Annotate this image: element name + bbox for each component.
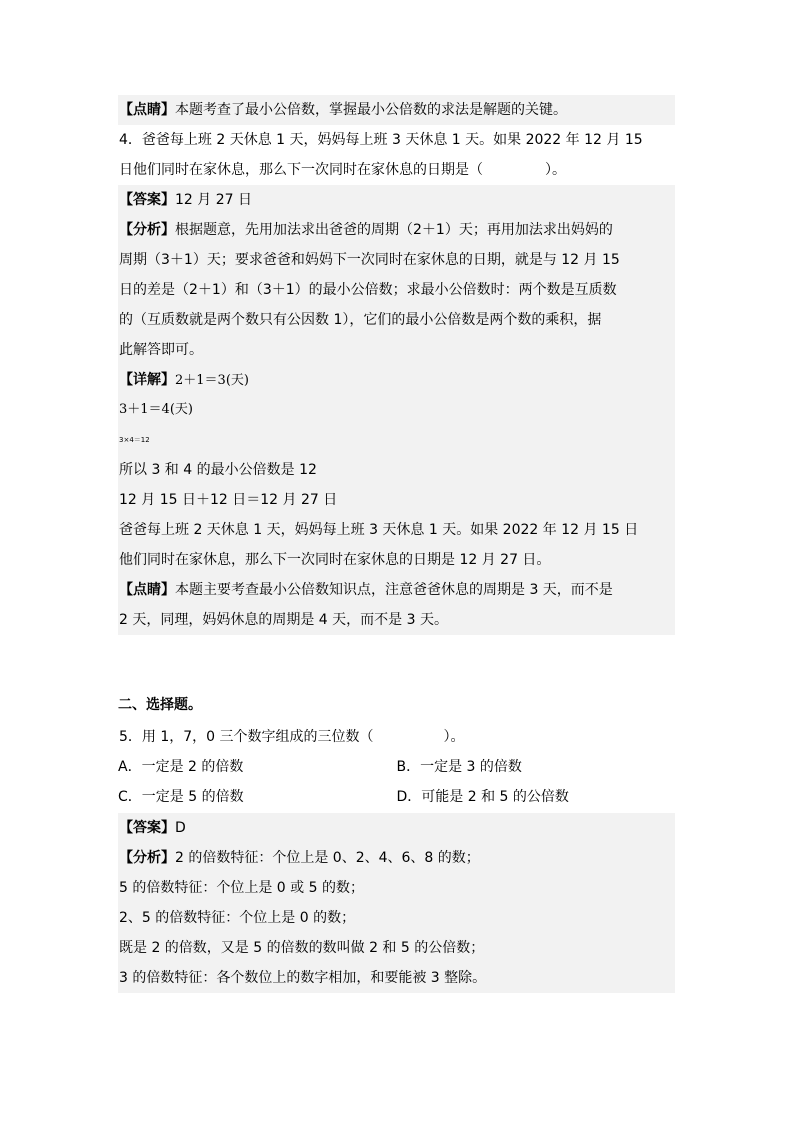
detail-line-5: 12 月 15 日＋12 日＝12 月 27 日 (119, 492, 338, 508)
equation-3: 3×4＝12 (119, 436, 150, 444)
analysis5-line-2: 5 的倍数特征：个位上是 0 或 5 的数； (119, 880, 364, 896)
analysis5-line-5: 3 的倍数特征：各个数位上的数字相加，和要能被 3 整除。 (119, 970, 487, 986)
options-row-2 (118, 782, 675, 812)
analysis-line-2: 周期（3＋1）天；要求爸爸和妈妈下一次同时在家休息的日期，就是与 12 月 15 (119, 252, 620, 268)
answer-text-5: D (175, 820, 186, 836)
tip-text: 本题考查了最小公倍数，掌握最小公倍数的求法是解题的关键。 (175, 102, 567, 118)
analysis-line-5: 此解答即可。 (119, 342, 203, 358)
detail-line-1 (118, 365, 675, 395)
question-4-stem: 日他们同时在家休息，那么下一次同时在家休息的日期是（ (119, 162, 483, 178)
question-4-stem-end: ）。 (545, 162, 566, 178)
answer-tag: 【答案】 (119, 192, 175, 208)
answer-line-5 (118, 813, 675, 843)
tip-tag: 【点睛】 (119, 102, 175, 118)
analysis-tag-5: 【分析】 (119, 850, 175, 866)
answer-tag-5: 【答案】 (119, 820, 175, 836)
analysis-text: 根据题意，先用加法求出爸爸的周期（2＋1）天；再用加法求出妈妈的 (175, 222, 613, 238)
analysis-line-1 (118, 215, 675, 245)
question-4-solution-block (118, 95, 675, 635)
tip-text-2: 本题主要考查最小公倍数知识点，注意爸爸休息的周期是 3 天，而不是 (175, 582, 613, 598)
detail-line-4: 所以 3 和 4 的最小公倍数是 12 (119, 462, 317, 478)
analysis5-text: 2 的倍数特征：个位上是 0、2、4、6、8 的数； (175, 850, 480, 866)
question-5 (118, 722, 675, 812)
question-4-line-1: 4．爸爸每上班 2 天休息 1 天，妈妈每上班 3 天休息 1 天。如果 2022 年 12 月 15 (118, 125, 675, 155)
question-5-text-end: ）。 (443, 729, 465, 745)
equation-2: 3＋1＝4(天) (119, 402, 193, 417)
analysis-line-4: 的（互质数就是两个数只有公因数 1），它们的最小公倍数是两个数的乘积，据 (119, 312, 602, 328)
analysis5-line-3: 2、5 的倍数特征：个位上是 0 的数； (119, 910, 356, 926)
question-4-line-2 (118, 155, 675, 185)
question-5-solution-block (118, 813, 675, 993)
question-5-text: 5．用 1，7，0 三个数字组成的三位数（ (119, 729, 374, 745)
detail-line-7: 他们同时在家休息，那么下一次同时在家休息的日期是 12 月 27 日。 (119, 552, 551, 568)
option-d[interactable]: D．可能是 2 和 5 的公倍数 (396, 789, 569, 805)
section-heading: 二、选择题。 (118, 697, 202, 713)
tip-line-2: 2 天，同理，妈妈休息的周期是 4 天，而不是 3 天。 (119, 612, 448, 628)
detail-tag: 【详解】 (119, 372, 175, 388)
analysis5-line-4: 既是 2 的倍数，又是 5 的倍数的数叫做 2 和 5 的公倍数； (119, 940, 485, 956)
tip-previous (118, 95, 675, 125)
option-c[interactable]: C．一定是 5 的倍数 (118, 789, 244, 805)
option-a[interactable]: A．一定是 2 的倍数 (118, 759, 244, 775)
option-b[interactable]: B．一定是 3 的倍数 (396, 759, 522, 775)
analysis5-line-1 (118, 843, 675, 873)
analysis-tag: 【分析】 (119, 222, 175, 238)
detail-line-6: 爸爸每上班 2 天休息 1 天，妈妈每上班 3 天休息 1 天。如果 2022 年 12 月 15 日 (119, 522, 639, 538)
options-row-1 (118, 752, 675, 782)
tip-line-1 (118, 575, 675, 605)
answer-line (118, 185, 675, 215)
question-5-stem (118, 722, 675, 752)
tip-tag-2: 【点睛】 (119, 582, 175, 598)
equation-1: 2＋1＝3(天) (175, 373, 249, 388)
answer-text: 12 月 27 日 (175, 192, 252, 208)
analysis-line-3: 日的差是（2＋1）和（3＋1）的最小公倍数；求最小公倍数时：两个数是互质数 (119, 282, 617, 298)
